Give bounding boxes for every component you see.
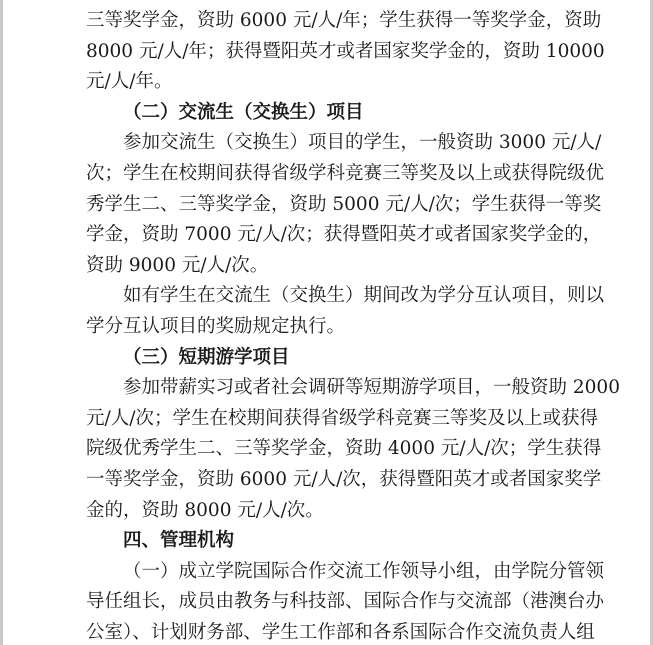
paragraph-line: 导任组长，成员由教务与科技部、国际合作与交流部（港澳台办 [86, 591, 605, 613]
paragraph-line: 元/人/次；学生在校期间获得省级学科竞赛三等奖及以上或获得 [86, 407, 598, 429]
paragraph-line: 三等奖学金，资助 6000 元/人/年；学生获得一等奖学金，资助 [86, 10, 602, 31]
paragraph-line: 次；学生在校期间获得省级学科竞赛三等奖及以上或获得院级优 [86, 162, 605, 184]
section-heading-short-term: （三）短期游学项目 [123, 346, 290, 368]
paragraph-line: 公室）、计划财务部、学生工作部和各系国际合作交流负责人组 [86, 621, 595, 643]
document-body [86, 6, 620, 645]
paragraph-line: （一）成立学院国际合作交流工作领导小组，由学院分管领 [123, 560, 605, 582]
paragraph-line: 如有学生在交流生（交换生）期间改为学分互认项目，则以 [123, 285, 605, 307]
section-heading-management: 四、管理机构 [123, 530, 235, 552]
paragraph-line: 秀学生二、三等奖学金，资助 5000 元/人/次；学生获得一等奖 [86, 193, 602, 215]
paragraph-line: 参加交流生（交换生）项目的学生，一般资助 3000 元/人/ [123, 132, 602, 154]
paragraph-line: 学金，资助 7000 元/人/次；获得暨阳英才或者国家奖学金的， [86, 224, 602, 246]
page-left-border [0, 0, 3, 645]
paragraph-line: 一等奖学金，资助 6000 元/人/次，获得暨阳英才或者国家奖学 [86, 468, 602, 490]
paragraph-line: 院级优秀学生二、三等奖学金，资助 4000 元/人/次；学生获得 [86, 438, 602, 460]
paragraph-line: 资助 9000 元/人/次。 [86, 254, 269, 276]
section-heading-exchange: （二）交流生（交换生）项目 [123, 101, 364, 123]
paragraph-line: 金的，资助 8000 元/人/次。 [86, 499, 324, 521]
paragraph-line: 学分互认项目的奖励规定执行。 [86, 315, 346, 337]
paragraph-line: 参加带薪实习或者社会调研等短期游学项目，一般资助 2000 [123, 377, 620, 399]
paragraph-line: 8000 元/人/年；获得暨阳英才或者国家奖学金的，资助 10000 [86, 40, 605, 62]
paragraph-line: 元/人/年。 [86, 71, 173, 93]
